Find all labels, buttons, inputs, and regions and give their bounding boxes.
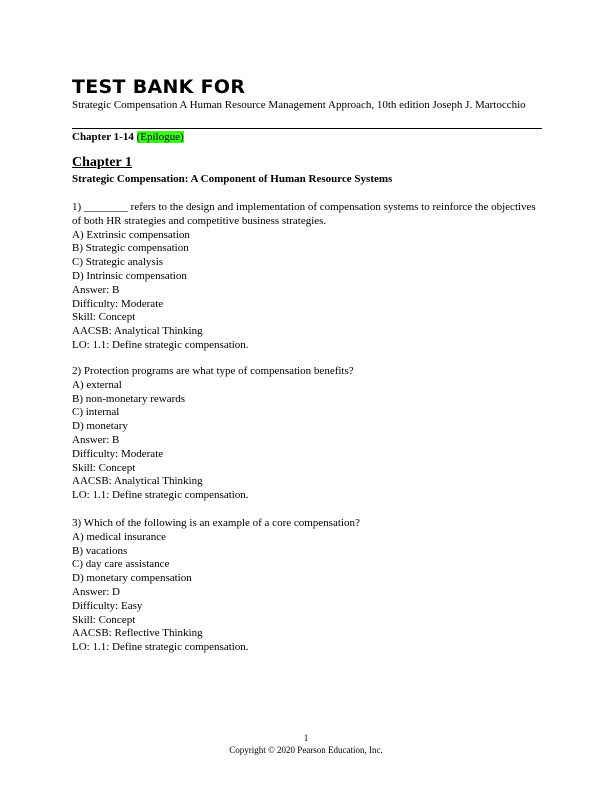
- answer: Answer: B: [72, 283, 120, 296]
- chapter-heading: Chapter 1: [72, 155, 133, 170]
- question-1: [72, 201, 542, 353]
- copyright-notice: Copyright © 2020 Pearson Education, Inc.: [229, 745, 383, 755]
- aacsb: AACSB: Reflective Thinking: [72, 627, 203, 640]
- option-b: B) vacations: [72, 544, 128, 557]
- option-c: C) Strategic analysis: [72, 256, 164, 269]
- option-c: C) day care assistance: [72, 558, 170, 571]
- option-d: D) monetary compensation: [72, 572, 192, 585]
- skill: Skill: Concept: [72, 613, 136, 626]
- question-3: [72, 517, 542, 655]
- option-c: C) internal: [72, 406, 120, 419]
- epilogue-highlight: (Epilogue): [136, 131, 184, 143]
- option-d: D) monetary: [72, 420, 128, 433]
- question-stem: 3) Which of the following is an example of a core compensation?: [72, 517, 360, 529]
- page-number: 1: [303, 733, 309, 743]
- answer: Answer: D: [72, 585, 120, 598]
- answer: Answer: B: [72, 433, 120, 446]
- question-2: [72, 365, 542, 503]
- option-d: D) Intrinsic compensation: [72, 269, 187, 282]
- book-title: Strategic Compensation A Human Resource Management Approach, 10th edition Joseph J. Martocchio: [72, 99, 526, 111]
- question-stem: 2) Protection programs are what type of compensation benefits?: [72, 365, 354, 377]
- learning-objective: LO: 1.1: Define strategic compensation.: [72, 338, 249, 351]
- option-b: B) non-monetary rewards: [72, 392, 186, 405]
- learning-objective: LO: 1.1: Define strategic compensation.: [72, 641, 249, 654]
- difficulty: Difficulty: Moderate: [72, 297, 164, 310]
- aacsb: AACSB: Analytical Thinking: [72, 475, 203, 488]
- chapter-range-label: Chapter 1-14: [72, 131, 134, 143]
- chapter-range: [72, 128, 542, 144]
- skill: Skill: Concept: [72, 461, 136, 474]
- option-a: A) medical insurance: [72, 530, 167, 543]
- skill: Skill: Concept: [72, 311, 136, 324]
- document-page: [72, 0, 542, 792]
- aacsb: AACSB: Analytical Thinking: [72, 325, 203, 338]
- option-a: A) external: [72, 378, 122, 391]
- option-b: B) Strategic compensation: [72, 242, 189, 255]
- question-stem: 1) ________ refers to the design and implementation of compensation systems to reinforce the objectives of both HR strategies and competitive business strategies.: [72, 201, 536, 227]
- test-bank-banner: TEST BANK FOR: [72, 76, 246, 98]
- learning-objective: LO: 1.1: Define strategic compensation.: [72, 489, 249, 502]
- difficulty: Difficulty: Easy: [72, 599, 143, 612]
- chapter-subtitle: Strategic Compensation: A Component of Human Resource Systems: [72, 173, 393, 185]
- difficulty: Difficulty: Moderate: [72, 447, 164, 460]
- option-a: A) Extrinsic compensation: [72, 228, 190, 241]
